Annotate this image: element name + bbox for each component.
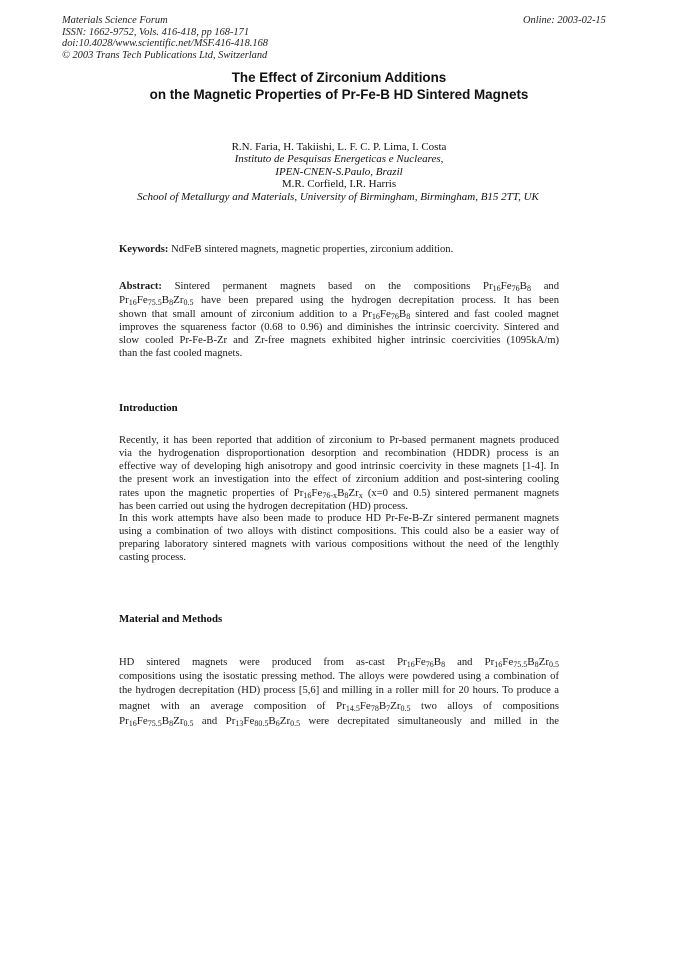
abstract-line-5: slow cooled Pr-Fe-B-Zr and Zr-free magnets exhibited higher intrinsic coercivities (1095kA/m) [119,334,559,346]
element-symbol: Fe [243,714,255,727]
online-date: Online: 2003-02-15 [523,15,606,26]
affiliation-2: School of Metallurgy and Materials, University of Birmingham, Birmingham, B15 2TT, UK [137,190,539,203]
formula-pr16fe76b8 [483,280,531,292]
element-subscript: 16 [371,311,380,321]
methods-text [119,655,559,729]
author-names-1: R.N. Faria, H. Takiishi, L. F. C. P. Lima, I. Costa [231,141,447,153]
element-symbol: B [378,699,387,712]
element-subscript: 80.5 [254,718,269,728]
element-symbol: Pr [484,656,495,668]
element-symbol: Pr [119,293,129,306]
element-subscript: 8 [441,660,446,669]
element-symbol: B [268,714,276,727]
title-line-2: on the Magnetic Properties of Pr-Fe-B HD Sintered Magnets [149,86,529,102]
element-symbol: Pr [225,714,236,727]
element-subscript: 0.5 [183,718,194,728]
formula-pr16fe755b8zr05 [484,656,559,668]
element-subscript: 6 [275,718,280,728]
element-subscript: 76 [511,284,520,293]
element-symbol: Fe [500,280,512,292]
element-symbol: Zr [348,486,359,499]
formula-pr16fe76xb8zrx [294,487,363,499]
element-symbol: Zr [173,714,184,727]
element-subscript: 13 [235,718,244,728]
paper-title [0,70,678,103]
element-symbol: Pr [336,699,346,712]
element-symbol: Pr [396,656,407,668]
journal-copyright: © 2003 Trans Tech Publications Ltd, Switzerland [62,49,268,61]
intro-line-7: In this work attempts have also been made to produce HD Pr-Fe-B-Zr sintered permanent magnets [119,513,559,525]
element-symbol: Pr [482,280,493,292]
journal-issn: ISSN: 1662-9752, Vols. 416-418, pp 168-171 [62,26,250,38]
element-subscript: 16 [128,718,137,728]
author-block [0,141,678,203]
element-symbol: Zr [538,656,549,668]
methods-line-3: the hydrogen decrepitation (HD) process [5,6] and milling in a roller mill for 20 hours. To produce a [119,685,559,697]
element-symbol: B [161,293,170,306]
element-symbol: Fe [359,699,371,712]
element-symbol: Fe [136,293,148,306]
methods-line-1: HD sintered magnets were produced from as-cast $Pr_{16}Fe_{76}B_8$ and $Pr_{16}Fe_{75.5}B_8Zr_{0.5}$ [119,656,559,669]
element-symbol: Pr [119,714,129,727]
element-subscript: 75.5 [147,297,162,307]
abstract [119,280,559,360]
abstract-line-6: than the fast cooled magnets. [119,347,243,359]
keywords-label: Keywords: [119,244,169,255]
methods-line-4: magnet with an average composition of $Pr_{14.5}Fe_{78}B_7Zr_{0.5}$ two alloys of compositions [119,699,559,713]
element-subscript: 75.5 [513,660,528,669]
element-symbol: Fe [502,656,514,668]
element-subscript: 8 [344,490,349,500]
element-subscript: 7 [386,703,391,713]
affiliation-1a: Instituto de Pesquisas Energeticas e Nucleares, [234,153,444,166]
intro-line-5: rates upon the magnetic properties of $Pr_{16}Fe_{76-x}B_8Zr_x$ (x=0 and 0.5) sintered permanent magnets [119,486,559,500]
intro-line-8: using a combination of two alloys with distinct compositions. This could also be a easier way of [119,526,559,538]
formula-pr145fe78b7zr05 [336,700,411,712]
element-subscript: 76 [390,311,399,321]
intro-line-10: casting process. [119,552,187,564]
element-subscript: 16 [303,490,312,500]
intro-line-4: the present work an investigation into the effect of zirconium addition and post-sintering cooling [119,473,559,485]
element-subscript: 16 [406,660,415,669]
element-symbol: B [519,280,528,292]
element-subscript: 8 [406,311,411,321]
methods-heading: Material and Methods [119,613,223,625]
methods-line-5: $Pr_{16}Fe_{75.5}B_8Zr_{0.5}$ and $Pr_{13}Fe_{80.5}B_6Zr_{0.5}$ were decrepitated simultaneously and milled in the [119,714,559,728]
formula-pr16fe76b8 [397,656,445,668]
element-symbol: Zr [279,714,291,727]
element-symbol: B [433,656,442,668]
element-subscript: 76-x [322,490,338,500]
keywords [119,244,559,255]
element-subscript: 16 [494,660,503,669]
affiliation-1b: IPEN-CNEN-S.Paulo, Brazil [275,165,403,178]
element-subscript: 16 [128,297,137,307]
element-subscript: 8 [169,297,174,307]
element-subscript: 0.5 [290,718,301,728]
abstract-line-4: improves the squareness factor (0.68 to 0.96) and diminishes the intrinsic coercivity. Sintered and [119,321,559,333]
intro-line-6: has been carried out using the hydrogen decrepitation (HD) process. [119,500,408,512]
abstract-label: Abstract: [119,281,162,292]
journal-name: Materials Science Forum [62,15,168,26]
intro-line-9: preparing laboratory sintered magnets with various compositions without the need of the lengthly [119,539,559,551]
element-symbol: Fe [311,486,323,499]
element-subscript: 0.5 [400,703,411,713]
element-symbol: B [161,714,170,727]
element-subscript: 0.5 [549,660,559,669]
title-line-1: The Effect of Zirconium Additions [231,70,447,85]
element-subscript: 8 [169,718,174,728]
element-subscript: 16 [492,284,501,293]
element-subscript: 8 [534,660,539,669]
element-symbol: B [398,307,407,320]
keywords-text: NdFeB sintered magnets, magnetic properties, zirconium addition. [171,244,454,255]
element-subscript: 75.5 [147,718,162,728]
intro-line-2: via the hydrogenation disproportionation desorption and recombination (HDDR) process is an [119,447,559,459]
element-symbol: Pr [293,486,304,499]
intro-line-1: Recently, it has been reported that addition of zirconium to Pr-based permanent magnets produced [119,435,559,446]
abstract-line-3: shown that small amount of zirconium addition to a $Pr_{16}Fe_{76}B_8$ sintered and fast cooled magnet [119,307,559,321]
element-subscript: 14.5 [345,703,360,713]
journal-header [62,15,268,61]
journal-doi[interactable]: doi:10.4028/www.scientific.net/MSF.416-418.168 [62,38,268,50]
element-symbol: B [337,486,345,499]
element-subscript: 78 [370,703,379,713]
element-subscript: 76 [425,660,434,669]
element-subscript: 8 [527,284,532,293]
element-subscript: x [358,490,363,500]
formula-pr16fe76b8 [362,308,410,320]
element-symbol: B [527,656,535,668]
introduction-heading: Introduction [119,402,178,414]
formula-pr16fe755b8zr05 [119,294,194,306]
element-symbol: Pr [362,307,372,320]
formula-pr16fe755b8zr05 [119,715,194,727]
element-symbol: Fe [414,656,426,668]
formula-pr13fe805b6zr05 [226,715,301,727]
abstract-line-1: Abstract: Sintered permanent magnets based on the compositions $Pr_{16}Fe_{76}B_8$ and [119,280,559,293]
introduction-text [119,435,559,565]
methods-line-2: compositions using the isostatic pressing method. The alloys were powdered using a combination of [119,671,559,683]
abstract-line-2: $Pr_{16}Fe_{75.5}B_8Zr_{0.5}$ have been prepared using the hydrogen decrepitation process. It has been [119,293,560,307]
element-symbol: Zr [390,699,401,712]
element-symbol: Fe [136,714,148,727]
element-subscript: 0.5 [183,297,194,307]
element-symbol: Zr [173,293,184,306]
intro-line-3: effective way of developing high anisotropy and good intrinsic coercivity in these magnets [1-4]. In [119,460,559,472]
author-names-2: M.R. Corfield, I.R. Harris [281,178,397,191]
element-symbol: Fe [379,307,391,320]
